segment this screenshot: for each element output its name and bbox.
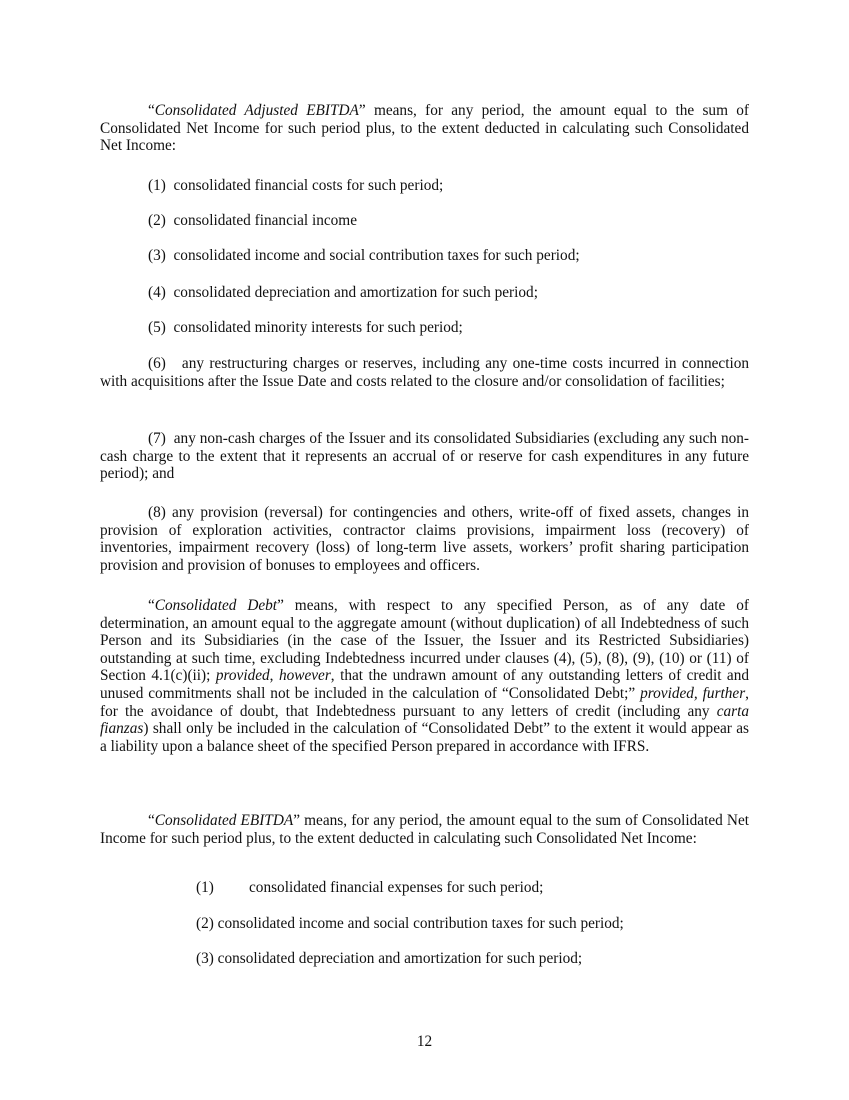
- page-number: 12: [416, 1033, 433, 1050]
- list-item: (2) consolidated financial income: [148, 212, 357, 229]
- list-item: (7) any non-cash charges of the Issuer and its consolidated Subsidiaries (excluding any such non-cash charge to the extent that it represents an accrual of or reserve for cash expenditures in any future period); and: [100, 430, 749, 483]
- list-item: (2) consolidated income and social contribution taxes for such period;: [196, 915, 624, 932]
- list-item: (1) consolidated financial expenses for such period;: [196, 879, 544, 896]
- list-item: (3) consolidated depreciation and amortization for such period;: [196, 950, 583, 967]
- list-item: (8) any provision (reversal) for contingencies and others, write-off of fixed assets, changes in provision of exploration activities, contractor claims provisions, impairment loss (recovery) of inventories, impairment recovery (loss) of long-term live assets, workers’ profit sharing participation provision and provision of bonuses to employees and officers.: [100, 504, 750, 574]
- list-item: (3) consolidated income and social contribution taxes for such period;: [148, 247, 580, 264]
- term-adjusted-ebitda: Consolidated Adjusted EBITDA: [154, 102, 359, 119]
- list-item: (5) consolidated minority interests for such period;: [148, 319, 463, 336]
- list-item: (1) consolidated financial costs for such period;: [148, 177, 444, 194]
- definition-consolidated-ebitda: “Consolidated EBITDA” means, for any period, the amount equal to the sum of Consolidated Net Income for such period plus, to the extent deducted in calculating such Consolidated Net Income:: [100, 812, 749, 847]
- list-item: (6) any restructuring charges or reserves, including any one-time costs incurred in connection with acquisitions after the Issue Date and costs related to the closure and/or consolidation of facilities;: [100, 355, 749, 390]
- definition-adjusted-ebitda: “Consolidated Adjusted EBITDA” means, for any period, the amount equal to the sum of Consolidated Net Income for such period plus, to the extent deducted in calculating such Consolidated Net Income:: [100, 102, 749, 155]
- list-item: (4) consolidated depreciation and amortization for such period;: [148, 284, 538, 301]
- term-consolidated-debt: Consolidated Debt: [154, 597, 278, 614]
- term-consolidated-ebitda: Consolidated EBITDA: [154, 812, 294, 829]
- definition-consolidated-debt: “Consolidated Debt” means, with respect to any specified Person, as of any date of determination, an amount equal to the aggregate amount (without duplication) of all Indebtedness of such Person and its Subsidiaries (in the case of the Issuer, the Issuer and its Restricted Subsidiaries) outstanding at such time, excluding Indebtedness incurred under clauses (4), (5), (8), (9), (10) or (11) of Section 4.1(c)(ii); provided, however, that the undrawn amount of any outstanding letters of credit and unused commitments shall not be included in the calculation of “Consolidated Debt;” provided, further, for the avoidance of doubt, that Indebtedness pursuant to any letters of credit (including any carta fianzas) shall only be included in the calculation of “Consolidated Debt” to the extent it would appear as a liability upon a balance sheet of the specified Person prepared in accordance with IFRS.: [100, 597, 749, 755]
